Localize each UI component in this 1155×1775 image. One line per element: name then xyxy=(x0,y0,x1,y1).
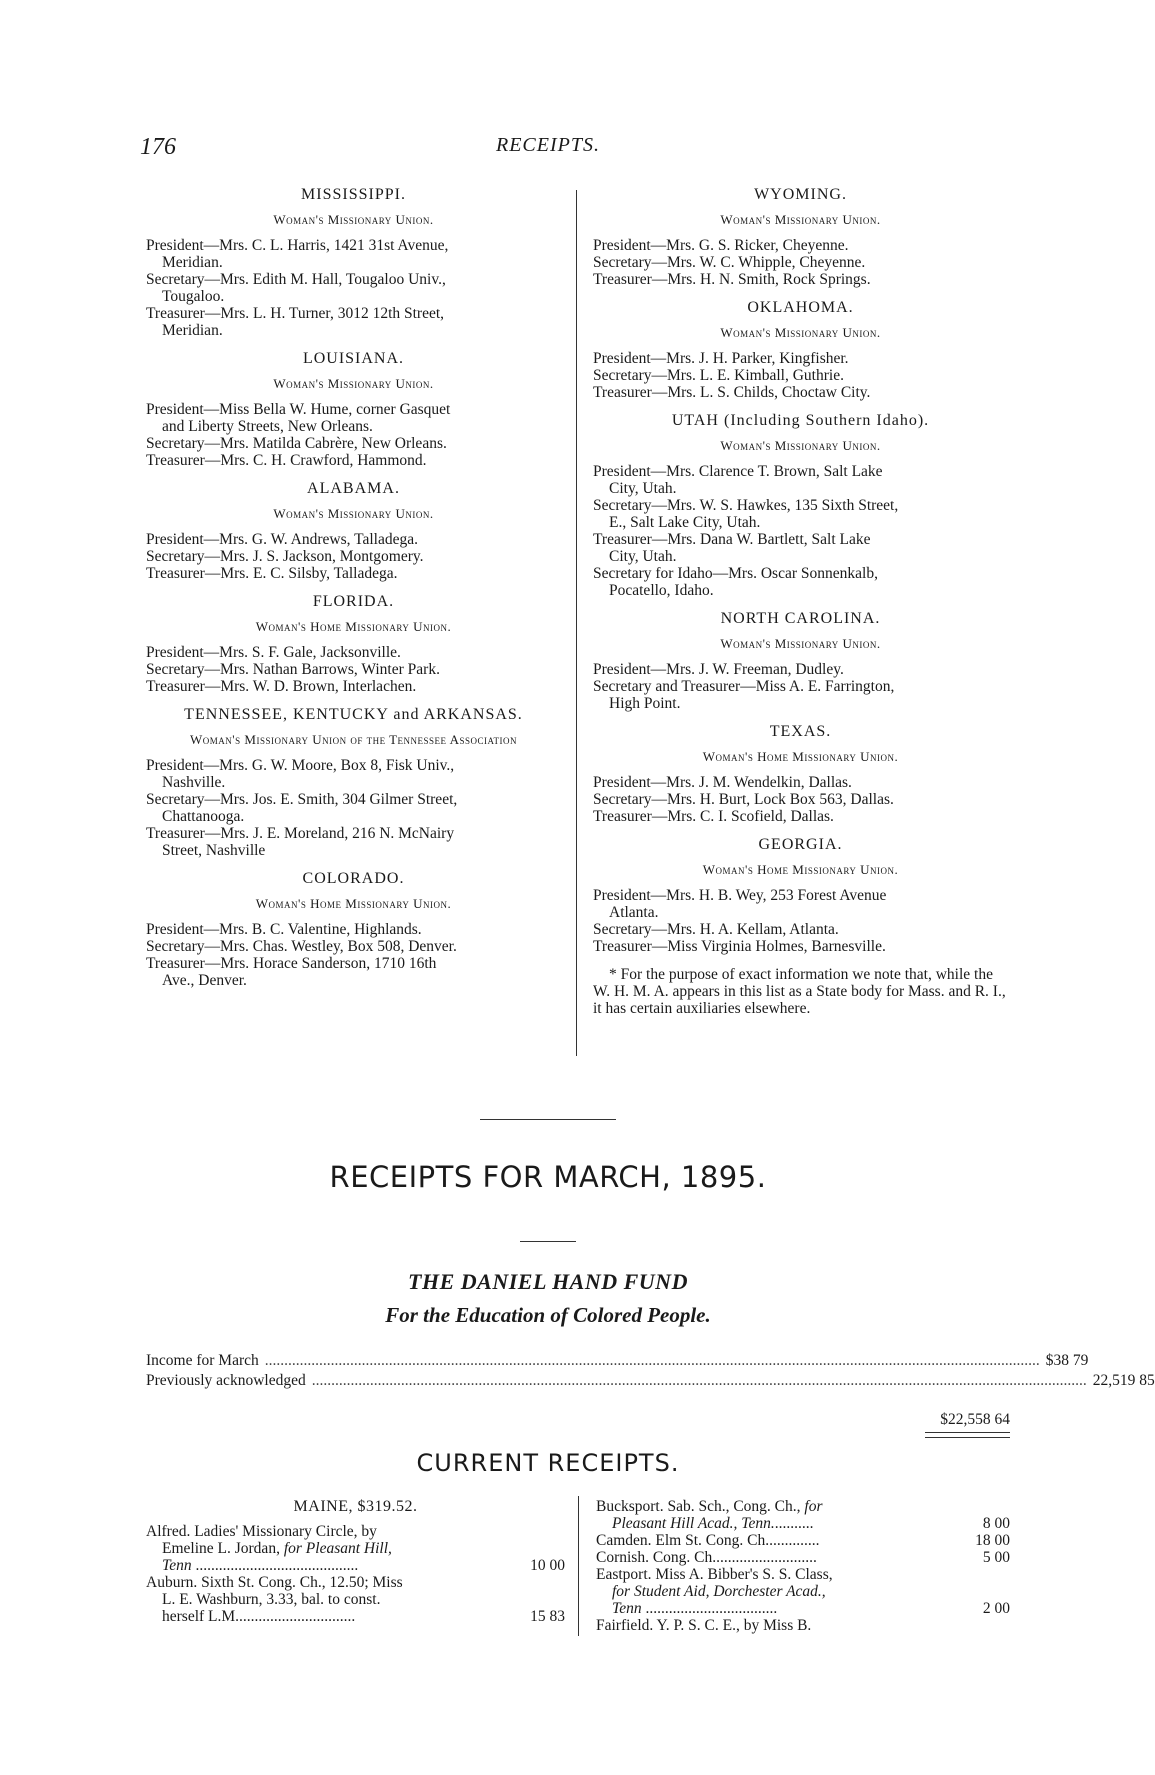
state-heading: WYOMING. xyxy=(754,186,847,203)
union-block xyxy=(146,480,561,582)
fund-title: THE DANIEL HAND FUND xyxy=(408,1269,688,1294)
entry-amount: 10 00 xyxy=(530,1557,565,1574)
officer-text: Treasurer—Mrs. Horace Sanderson, 1710 16th xyxy=(146,955,437,972)
officer-text: President—Mrs. B. C. Valentine, Highlands. xyxy=(146,921,422,938)
officer-text-cont: Nashville. xyxy=(162,774,226,791)
officer-text-cont: Street, Nashville xyxy=(162,842,266,859)
entry-italic: for Pleasant Hill, xyxy=(283,1540,392,1557)
state-heading: NORTH CAROLINA. xyxy=(720,610,881,627)
officer-line xyxy=(146,921,561,938)
officer-line xyxy=(146,305,561,339)
officer-text-cont: Meridian. xyxy=(162,322,223,339)
state-heading: MISSISSIPPI. xyxy=(301,186,406,203)
receipts-right-column xyxy=(596,1498,1010,1634)
entry-text: Cornish. Cong. Ch. xyxy=(596,1549,717,1566)
officer-text-cont: and Liberty Streets, New Orleans. xyxy=(162,418,373,435)
running-title: RECEIPTS. xyxy=(496,134,600,156)
income-row xyxy=(146,1352,1089,1370)
state-heading: FLORIDA. xyxy=(312,593,395,610)
union-block xyxy=(593,836,1008,955)
entry-amount: 2 00 xyxy=(982,1600,1010,1617)
entry-text: Alfred. Ladies' Missionary Circle, by xyxy=(146,1523,377,1540)
receipt-entry: Cornish. Cong. Ch........................... 5 00 xyxy=(596,1549,1010,1566)
officer-line xyxy=(146,955,561,989)
officer-text-cont: E., Salt Lake City, Utah. xyxy=(609,514,761,531)
separator-rule-short xyxy=(520,1241,576,1242)
union-name: Woman's Missionary Union. xyxy=(273,506,434,521)
income-amount: $38 79 xyxy=(1045,1352,1089,1369)
unions-right-column xyxy=(593,186,1008,1017)
officer-text: Secretary—Mrs. Nathan Barrows, Winter Park. xyxy=(146,661,440,678)
union-block xyxy=(146,593,561,695)
officer-text: Treasurer—Mrs. W. D. Brown, Interlachen. xyxy=(146,678,417,695)
officer-text: Treasurer—Mrs. L. S. Childs, Choctaw City. xyxy=(593,384,871,401)
officer-line xyxy=(146,661,561,678)
officer-line xyxy=(593,531,1008,565)
entry-italic: Tenn xyxy=(162,1557,192,1574)
entry-italic: for Student Aid, Dorchester Acad., xyxy=(612,1583,826,1600)
union-block xyxy=(146,870,561,989)
officer-line xyxy=(593,463,1008,497)
officer-text: President—Miss Bella W. Hume, corner Gasquet xyxy=(146,401,451,418)
officer-line xyxy=(593,367,1008,384)
officer-text-cont: Ave., Denver. xyxy=(162,972,247,989)
union-block xyxy=(593,610,1008,712)
union-block xyxy=(146,350,561,469)
officer-text: President—Mrs. G. W. Andrews, Talladega. xyxy=(146,531,418,548)
union-block xyxy=(146,186,561,339)
officer-line xyxy=(593,497,1008,531)
receipt-entry: Bucksport. Sab. Sch., Cong. Ch., for Pleasant Hill Acad., Tenn........... 8 00 xyxy=(596,1498,1010,1532)
officer-line xyxy=(593,350,1008,367)
officer-text: President—Mrs. S. F. Gale, Jacksonville. xyxy=(146,644,401,661)
officer-text: Treasurer—Miss Virginia Holmes, Barnesville. xyxy=(593,938,886,955)
officer-line xyxy=(146,401,561,435)
officer-line xyxy=(146,757,561,791)
officer-text: President—Mrs. G. W. Moore, Box 8, Fisk Univ., xyxy=(146,757,455,774)
officer-text: Secretary—Mrs. J. S. Jackson, Montgomery. xyxy=(146,548,424,565)
officer-text: Secretary—Mrs. Edith M. Hall, Tougaloo Univ., xyxy=(146,271,446,288)
officer-line xyxy=(146,938,561,955)
officer-text: Treasurer—Mrs. Dana W. Bartlett, Salt Lake xyxy=(593,531,871,548)
officer-text: Secretary—Mrs. L. E. Kimball, Guthrie. xyxy=(593,367,844,384)
officer-line xyxy=(146,452,561,469)
officer-text: President—Mrs. J. W. Freeman, Dudley. xyxy=(593,661,844,678)
officer-line xyxy=(146,825,561,859)
officer-line xyxy=(593,661,1008,678)
officer-line xyxy=(146,678,561,695)
officer-text: Secretary for Idaho—Mrs. Oscar Sonnenkalb, xyxy=(593,565,878,582)
receipt-entry: Alfred. Ladies' Missionary Circle, by Emeline L. Jordan, for Pleasant Hill, Tenn .......................................... 10 00 xyxy=(146,1523,565,1574)
state-heading: TEXAS. xyxy=(769,723,832,740)
officer-text-cont: Atlanta. xyxy=(609,904,659,921)
union-block xyxy=(593,412,1008,599)
union-block xyxy=(593,299,1008,401)
state-heading: TENNESSEE, KENTUCKY and ARKANSAS. xyxy=(184,706,523,723)
entry-text: Eastport. Miss A. Bibber's S. S. Class, xyxy=(596,1566,833,1583)
officer-text: Secretary and Treasurer—Miss A. E. Farrington, xyxy=(593,678,895,695)
officer-line xyxy=(593,938,1008,955)
officer-line xyxy=(146,565,561,582)
officer-text: Treasurer—Mrs. E. C. Silsby, Talladega. xyxy=(146,565,398,582)
union-name: Woman's Home Missionary Union. xyxy=(702,862,899,877)
officer-line xyxy=(593,384,1008,401)
maine-heading: MAINE, $319.52. xyxy=(293,1498,418,1515)
receipts-left-column xyxy=(146,1498,565,1625)
officer-line xyxy=(146,548,561,565)
union-name: Woman's Missionary Union. xyxy=(720,438,881,453)
officer-text-cont: City, Utah. xyxy=(609,548,677,565)
officer-text: Secretary—Mrs. W. C. Whipple, Cheyenne. xyxy=(593,254,866,271)
footnote: * For the purpose of exact information we note that, while the W. H. M. A. appears in this list as a State body for Mass. and R. I., it has certain auxiliaries elsewhere. xyxy=(593,966,1006,1017)
state-heading: COLORADO. xyxy=(302,870,405,887)
officer-line xyxy=(593,565,1008,599)
receipts-title: RECEIPTS FOR MARCH, 1895. xyxy=(329,1160,767,1194)
officer-line xyxy=(593,678,1008,712)
receipts-column-divider xyxy=(578,1496,579,1636)
officer-line xyxy=(146,791,561,825)
officer-text: Secretary—Mrs. Matilda Cabrère, New Orleans. xyxy=(146,435,447,452)
officer-text-cont: Chattanooga. xyxy=(162,808,245,825)
receipt-entry: Auburn. Sixth St. Cong. Ch., 12.50; Miss L. E. Washburn, 3.33, bal. to const. herself L.M............................... 15 83 xyxy=(146,1574,565,1625)
union-name: Woman's Missionary Union. xyxy=(720,636,881,651)
total-rule xyxy=(925,1432,1010,1433)
entry-text: Bucksport. Sab. Sch., Cong. Ch., xyxy=(596,1498,805,1515)
officer-line xyxy=(593,921,1008,938)
leader-dots: ........................................................................................................................................................................................................ xyxy=(264,1352,1040,1369)
officer-line xyxy=(146,644,561,661)
previous-amount: 22,519 85 xyxy=(1092,1372,1155,1389)
entry-amount: 15 83 xyxy=(530,1608,565,1625)
previous-label: Previously acknowledged xyxy=(146,1372,306,1389)
receipt-entry: Camden. Elm St. Cong. Ch.............. 18 00 xyxy=(596,1532,1010,1549)
officer-text: President—Mrs. C. L. Harris, 1421 31st Avenue, xyxy=(146,237,449,254)
state-heading: UTAH (Including Southern Idaho). xyxy=(671,412,930,429)
union-name: Woman's Home Missionary Union. xyxy=(702,749,899,764)
receipt-entry: Eastport. Miss A. Bibber's S. S. Class, for Student Aid, Dorchester Acad., Tenn .................................. 2 00 xyxy=(596,1566,1010,1617)
officer-text: Secretary—Mrs. Chas. Westley, Box 508, Denver. xyxy=(146,938,457,955)
entry-italic: Pleasant Hill Acad., Tenn. xyxy=(612,1515,775,1532)
officer-line xyxy=(593,808,1008,825)
entry-amount: 8 00 xyxy=(982,1515,1010,1532)
income-label: Income for March xyxy=(146,1352,259,1369)
column-divider xyxy=(576,190,577,1056)
entry-text: Auburn. Sixth St. Cong. Ch., 12.50; Miss xyxy=(146,1574,403,1591)
entry-text: L. E. Washburn, 3.33, bal. to const. xyxy=(162,1591,381,1608)
officer-text-cont: City, Utah. xyxy=(609,480,677,497)
officer-line xyxy=(146,237,561,271)
officer-text-cont: Meridian. xyxy=(162,254,223,271)
officer-text: Treasurer—Mrs. C. I. Scofield, Dallas. xyxy=(593,808,834,825)
total-rule xyxy=(925,1437,1010,1438)
fund-subtitle: For the Education of Colored People. xyxy=(385,1303,711,1327)
union-name: Woman's Missionary Union of the Tennessee Association xyxy=(190,732,517,747)
union-name: Woman's Home Missionary Union. xyxy=(255,896,452,911)
union-name: Woman's Missionary Union. xyxy=(273,376,434,391)
entry-italic: for xyxy=(804,1498,823,1515)
union-block xyxy=(593,186,1008,288)
entry-text: Camden. Elm St. Cong. Ch. xyxy=(596,1532,770,1549)
officer-line xyxy=(593,237,1008,254)
officer-line xyxy=(593,791,1008,808)
officer-text-cont: High Point. xyxy=(609,695,681,712)
union-block xyxy=(146,706,561,859)
union-name: Woman's Missionary Union. xyxy=(273,212,434,227)
officer-text: Treasurer—Mrs. L. H. Turner, 3012 12th Street, xyxy=(146,305,445,322)
officer-text-cont: Pocatello, Idaho. xyxy=(609,582,714,599)
officer-text: President—Mrs. J. M. Wendelkin, Dallas. xyxy=(593,774,852,791)
officer-line xyxy=(146,531,561,548)
officer-line xyxy=(146,271,561,305)
union-block xyxy=(593,723,1008,825)
officer-line xyxy=(146,435,561,452)
officer-text: Treasurer—Mrs. C. H. Crawford, Hammond. xyxy=(146,452,427,469)
receipt-entry xyxy=(596,1617,1010,1634)
officer-line xyxy=(593,887,1008,921)
officer-text: Secretary—Mrs. W. S. Hawkes, 135 Sixth Street, xyxy=(593,497,899,514)
officer-line xyxy=(593,254,1008,271)
fund-total: $22,558 64 xyxy=(940,1411,1010,1428)
entry-italic: Tenn xyxy=(612,1600,642,1617)
entry-text: Fairfield. Y. P. S. C. E., by Miss B. xyxy=(596,1617,812,1634)
entry-text: Emeline L. Jordan, xyxy=(162,1540,284,1557)
entry-amount: 5 00 xyxy=(982,1549,1010,1566)
officer-text: President—Mrs. G. S. Ricker, Cheyenne. xyxy=(593,237,849,254)
officer-text: President—Mrs. H. B. Wey, 253 Forest Avenue xyxy=(593,887,887,904)
previous-row xyxy=(146,1372,1155,1390)
officer-text: Secretary—Mrs. Jos. E. Smith, 304 Gilmer Street, xyxy=(146,791,458,808)
entry-amount: 18 00 xyxy=(975,1532,1010,1549)
officer-line xyxy=(593,271,1008,288)
officer-text: Treasurer—Mrs. J. E. Moreland, 216 N. McNairy xyxy=(146,825,455,842)
state-heading: OKLAHOMA. xyxy=(747,299,854,316)
officer-text: Secretary—Mrs. H. A. Kellam, Atlanta. xyxy=(593,921,839,938)
officer-text: Treasurer—Mrs. H. N. Smith, Rock Springs. xyxy=(593,271,871,288)
state-heading: LOUISIANA. xyxy=(302,350,405,367)
state-heading: ALABAMA. xyxy=(307,480,400,497)
unions-left-column xyxy=(146,186,561,1000)
state-heading: GEORGIA. xyxy=(758,836,843,853)
officer-text-cont: Tougaloo. xyxy=(162,288,225,305)
current-receipts-title: CURRENT RECEIPTS. xyxy=(416,1449,680,1477)
officer-text: Secretary—Mrs. H. Burt, Lock Box 563, Dallas. xyxy=(593,791,894,808)
union-name: Woman's Home Missionary Union. xyxy=(255,619,452,634)
officer-text: President—Mrs. Clarence T. Brown, Salt Lake xyxy=(593,463,883,480)
union-name: Woman's Missionary Union. xyxy=(720,212,881,227)
leader-dots: ........................................................................................................................................................................................................ xyxy=(311,1372,1087,1389)
entry-text: herself L.M. xyxy=(162,1608,240,1625)
officer-text: President—Mrs. J. H. Parker, Kingfisher. xyxy=(593,350,849,367)
separator-rule xyxy=(480,1119,616,1120)
officer-line xyxy=(593,774,1008,791)
union-name: Woman's Missionary Union. xyxy=(720,325,881,340)
page-number: 176 xyxy=(140,134,176,160)
